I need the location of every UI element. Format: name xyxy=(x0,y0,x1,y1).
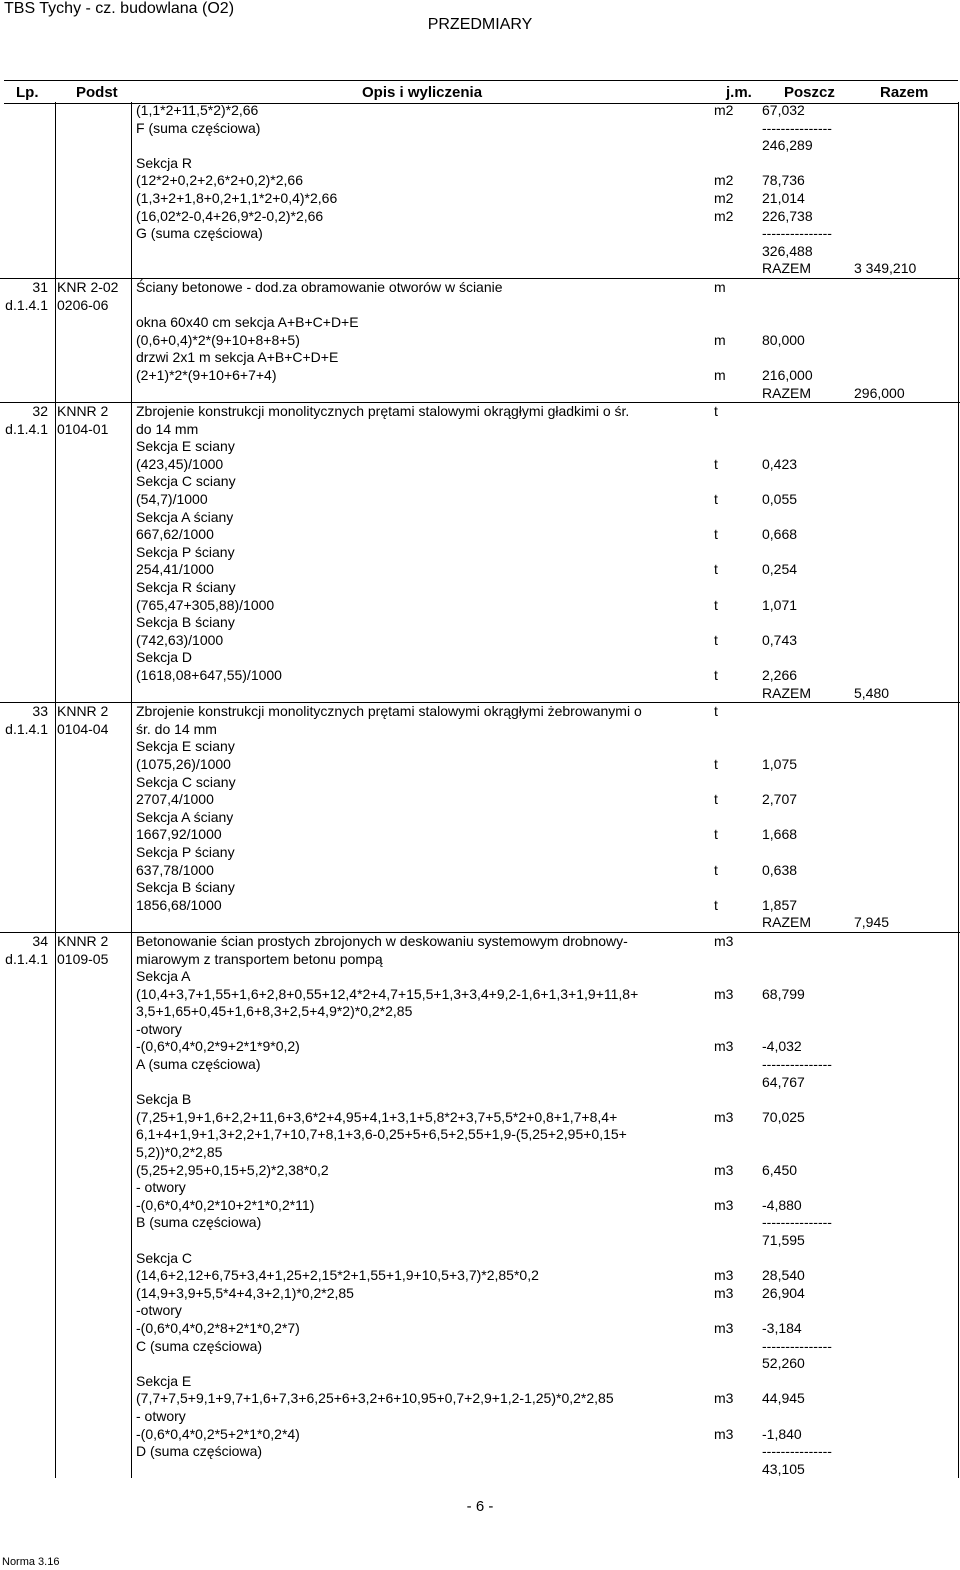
cell-podst: 0104-04 xyxy=(57,720,109,737)
cell-poszcz: -3,184 xyxy=(762,1319,802,1336)
table-row xyxy=(0,349,960,367)
cell-poszcz: 0,638 xyxy=(762,861,798,878)
cell-podst: KNR 2-02 xyxy=(57,278,119,295)
cell-opis: -(0,6*0,4*0,2*8+2*1*0,2*7) xyxy=(136,1319,300,1336)
cell-jm: t xyxy=(714,491,718,508)
column-header-row xyxy=(4,80,958,104)
cell-opis: 6,1+4+1,9+1,3+2,2+1,7+10,7+8,1+3,6-0,25+5+6,5+2,55+1,9-(5,25+2,95+0,15+ xyxy=(136,1126,627,1143)
cell-opis: (765,47+305,88)/1000 xyxy=(136,596,275,613)
cell-poszcz: --------------- xyxy=(762,1443,832,1460)
table-row xyxy=(0,914,960,933)
cell-razem: 5,480 xyxy=(854,684,890,701)
table-row xyxy=(0,438,960,456)
cell-jm: m2 xyxy=(714,172,734,189)
table-row xyxy=(0,933,960,951)
table-row xyxy=(0,597,960,615)
table-row xyxy=(0,685,960,704)
table-row xyxy=(0,667,960,685)
cell-opis: (1,1*2+11,5*2)*2,66 xyxy=(136,102,259,118)
cell-jm: t xyxy=(714,755,718,772)
table-row xyxy=(0,120,960,138)
cell-jm: m3 xyxy=(714,932,734,949)
table-row xyxy=(0,544,960,562)
cell-poszcz: 1,075 xyxy=(762,755,798,772)
col-poszcz-header: Poszcz xyxy=(784,84,835,101)
cell-poszcz: 80,000 xyxy=(762,331,805,348)
cell-opis: B (suma częściowa) xyxy=(136,1214,262,1231)
cell-poszcz: 78,736 xyxy=(762,172,805,189)
table-row xyxy=(0,225,960,243)
cell-poszcz: 0,254 xyxy=(762,561,798,578)
cell-opis: (14,6+2,12+6,75+3,4+1,25+2,15*2+1,55+1,9+10,5+3,7)*2,85*0,2 xyxy=(136,1267,539,1284)
cell-opis: 667,62/1000 xyxy=(136,526,214,543)
table-row xyxy=(0,367,960,385)
cell-jm: t xyxy=(714,561,718,578)
table-row xyxy=(0,721,960,739)
cell-opis: (7,7+7,5+9,1+9,7+1,6+7,3+6,25+6+3,2+6+10,95+0,7+2,9+1,2-1,25)*0,2*2,85 xyxy=(136,1390,614,1407)
table-row xyxy=(0,632,960,650)
table-row xyxy=(0,791,960,809)
cell-podst: KNNR 2 xyxy=(57,403,109,420)
table-row xyxy=(0,738,960,756)
table-row xyxy=(0,208,960,226)
cell-poszcz: 26,904 xyxy=(762,1284,805,1301)
cell-podst: 0206-06 xyxy=(57,296,109,313)
table-row xyxy=(0,1074,960,1092)
cell-opis: Sekcja C sciany xyxy=(136,473,236,490)
cell-poszcz: 226,738 xyxy=(762,207,813,224)
cell-poszcz: 21,014 xyxy=(762,189,805,206)
cell-poszcz: -4,880 xyxy=(762,1196,802,1213)
cell-poszcz: 1,857 xyxy=(762,896,798,913)
cell-opis: 3,5+1,65+0,45+1,6+8,3+2,5+4,9*2)*0,2*2,85 xyxy=(136,1003,413,1020)
cell-poszcz: 2,266 xyxy=(762,667,798,683)
cell-opis: Betonowanie ścian prostych zbrojonych w deskowaniu systemowym drobnowy- xyxy=(136,932,628,949)
col-opis-header: Opis i wyliczenia xyxy=(362,84,483,101)
cell-jm: m2 xyxy=(714,189,734,206)
cell-opis: Zbrojenie konstrukcji monolitycznych prętami stalowymi okrągłymi gładkimi o śr. xyxy=(136,403,630,420)
cell-poszcz: 43,105 xyxy=(762,1460,805,1477)
cell-poszcz: -1,840 xyxy=(762,1425,802,1442)
table-row xyxy=(0,1373,960,1391)
table-row xyxy=(0,1021,960,1039)
cell-opis: Zbrojenie konstrukcji monolitycznych prętami stalowymi okrągłymi żebrowanymi o xyxy=(136,703,642,720)
cell-opis: Sekcja E sciany xyxy=(136,738,235,755)
cell-opis: (16,02*2-0,4+26,9*2-0,2)*2,66 xyxy=(136,207,324,224)
cell-opis: 1856,68/1000 xyxy=(136,896,222,913)
cell-jm: t xyxy=(714,896,718,913)
cell-poszcz: 1,071 xyxy=(762,596,798,613)
cell-opis: (0,6+0,4)*2*(9+10+8+8+5) xyxy=(136,331,300,348)
cell-opis: (1618,08+647,55)/1000 xyxy=(136,667,282,683)
cell-opis: - otwory xyxy=(136,1407,186,1424)
cell-opis: Sekcja E sciany xyxy=(136,438,235,455)
cell-opis: (742,63)/1000 xyxy=(136,631,224,648)
cell-jm: t xyxy=(714,526,718,543)
cell-poszcz: RAZEM xyxy=(762,914,811,931)
table-row xyxy=(0,1232,960,1250)
cell-opis: do 14 mm xyxy=(136,420,199,437)
table-row xyxy=(0,897,960,915)
cell-opis: Sekcja R xyxy=(136,154,193,171)
table-row xyxy=(0,561,960,579)
table-row xyxy=(0,862,960,880)
cell-razem: 7,945 xyxy=(854,914,890,931)
cell-podst: 0104-01 xyxy=(57,420,109,437)
table-row xyxy=(0,703,960,721)
cell-poszcz: 246,289 xyxy=(762,137,813,154)
cell-jm: t xyxy=(714,861,718,878)
cell-opis: Sekcja E xyxy=(136,1372,192,1389)
table-row xyxy=(0,279,960,297)
cell-jm: t xyxy=(714,631,718,648)
cell-opis: (5,25+2,95+0,15+5,2)*2,38*0,2 xyxy=(136,1161,329,1178)
cell-opis: (12*2+0,2+2,6*2+0,2)*2,66 xyxy=(136,172,303,189)
cell-razem: 3 349,210 xyxy=(854,260,917,277)
table-row xyxy=(0,297,960,315)
cell-poszcz: RAZEM xyxy=(762,684,811,701)
table-row xyxy=(0,1038,960,1056)
cell-opis: - otwory xyxy=(136,1179,186,1196)
table-row xyxy=(0,826,960,844)
cell-opis: okna 60x40 cm sekcja A+B+C+D+E xyxy=(136,314,359,331)
table-row xyxy=(0,1443,960,1461)
table-row xyxy=(0,1144,960,1162)
cell-opis: -(0,6*0,4*0,2*10+2*1*0,2*11) xyxy=(136,1196,315,1213)
table-row xyxy=(0,1250,960,1268)
cell-poszcz: RAZEM xyxy=(762,260,811,277)
table-row xyxy=(0,774,960,792)
cell-opis: Sekcja C xyxy=(136,1249,193,1266)
cell-opis: Sekcja A ściany xyxy=(136,508,234,525)
table-row xyxy=(0,260,960,279)
table-row xyxy=(0,1179,960,1197)
cell-opis: Sekcja A xyxy=(136,968,191,985)
table-row xyxy=(0,1390,960,1408)
cell-opis: A (suma częściowa) xyxy=(136,1056,261,1073)
software-version: Norma 3.16 xyxy=(2,1556,60,1568)
cell-jm: m xyxy=(714,366,726,383)
cell-poszcz: 28,540 xyxy=(762,1267,805,1284)
table-row xyxy=(0,1003,960,1021)
table-row xyxy=(0,473,960,491)
cell-opis: Sekcja A ściany xyxy=(136,808,234,825)
cell-lp: 32 xyxy=(32,403,48,420)
cell-jm: m3 xyxy=(714,1390,734,1407)
cell-poszcz: 64,767 xyxy=(762,1073,805,1090)
cell-jm: m xyxy=(714,278,726,295)
table-row xyxy=(0,1056,960,1074)
table-row xyxy=(0,509,960,527)
col-podst-header: Podst xyxy=(76,84,118,101)
table-row xyxy=(0,1461,960,1479)
page-number: - 6 - xyxy=(466,1498,494,1515)
cell-opis: (10,4+3,7+1,55+1,6+2,8+0,55+12,4*2+4,7+15,5+1,3+3,4+9,2-1,6+1,3+1,9+11,8+ xyxy=(136,985,639,1002)
cell-poszcz: 71,595 xyxy=(762,1232,805,1248)
cell-opis: Sekcja P ściany xyxy=(136,843,235,860)
cell-opis: C (suma częściowa) xyxy=(136,1337,263,1354)
cell-lp: d.1.4.1 xyxy=(5,950,48,967)
table-row xyxy=(0,809,960,827)
cell-poszcz: 2,707 xyxy=(762,791,798,808)
cell-jm: m3 xyxy=(714,1161,734,1178)
cell-poszcz: 0,743 xyxy=(762,631,798,648)
section-title: PRZEDMIARY xyxy=(427,16,533,33)
table-row xyxy=(0,968,960,986)
cell-poszcz: 70,025 xyxy=(762,1108,805,1125)
col-razem-header: Razem xyxy=(880,84,929,101)
cell-lp: 33 xyxy=(32,703,48,720)
table-row xyxy=(0,1285,960,1303)
table-row xyxy=(0,155,960,173)
cell-jm: m3 xyxy=(714,1425,734,1442)
table-row xyxy=(0,137,960,155)
cell-podst: KNNR 2 xyxy=(57,932,109,949)
cell-jm: t xyxy=(714,703,718,720)
cell-jm: t xyxy=(714,455,718,472)
cell-opis: D (suma częściowa) xyxy=(136,1443,263,1460)
cell-opis: G (suma częściowa) xyxy=(136,225,263,242)
cell-opis: śr. do 14 mm xyxy=(136,720,217,737)
cell-jm: t xyxy=(714,596,718,613)
cell-lp: d.1.4.1 xyxy=(5,420,48,437)
cell-poszcz: --------------- xyxy=(762,119,832,136)
cell-opis: drzwi 2x1 m sekcja A+B+C+D+E xyxy=(136,349,339,366)
cell-poszcz: 0,668 xyxy=(762,526,798,543)
cell-opis: Sekcja B ściany xyxy=(136,614,235,631)
cell-opis: Sekcja B xyxy=(136,1091,192,1108)
cell-poszcz: -4,032 xyxy=(762,1038,802,1055)
table-row xyxy=(0,1302,960,1320)
table-row xyxy=(0,986,960,1004)
cell-opis: -(0,6*0,4*0,2*5+2*1*0,2*4) xyxy=(136,1425,300,1442)
table-row xyxy=(0,456,960,474)
table-row xyxy=(0,526,960,544)
cell-poszcz: 6,450 xyxy=(762,1161,798,1178)
measurement-table xyxy=(0,102,960,1478)
cell-podst: KNNR 2 xyxy=(57,703,109,720)
table-row xyxy=(0,243,960,261)
table-row xyxy=(0,1126,960,1144)
cell-opis: miarowym z transportem betonu pompą xyxy=(136,950,383,967)
cell-poszcz: 44,945 xyxy=(762,1390,805,1407)
cell-opis: Sekcja B ściany xyxy=(136,879,235,896)
cell-poszcz: 216,000 xyxy=(762,366,813,383)
cell-opis: (2+1)*2*(9+10+6+7+4) xyxy=(136,366,277,383)
table-row xyxy=(0,649,960,667)
table-row xyxy=(0,385,960,404)
cell-jm: t xyxy=(714,403,718,420)
table-row xyxy=(0,614,960,632)
table-row xyxy=(0,403,960,421)
table-row xyxy=(0,879,960,897)
cell-poszcz: 0,423 xyxy=(762,455,798,472)
table-row xyxy=(0,1091,960,1109)
cell-jm: m3 xyxy=(714,1267,734,1284)
cell-jm: t xyxy=(714,791,718,808)
cell-jm: m3 xyxy=(714,985,734,1002)
cell-lp: d.1.4.1 xyxy=(5,296,48,313)
cell-jm: m3 xyxy=(714,1038,734,1055)
cell-opis: 2707,4/1000 xyxy=(136,791,214,808)
cell-jm: m3 xyxy=(714,1284,734,1301)
table-row xyxy=(0,1162,960,1180)
table-row xyxy=(0,332,960,350)
cell-opis: Sekcja P ściany xyxy=(136,543,235,560)
cell-poszcz: 0,055 xyxy=(762,491,798,508)
cell-opis: 1667,92/1000 xyxy=(136,826,222,843)
cell-jm: m3 xyxy=(714,1108,734,1125)
cell-poszcz: --------------- xyxy=(762,1214,832,1231)
cell-opis: Sekcja D xyxy=(136,649,193,666)
cell-poszcz: --------------- xyxy=(762,1056,832,1073)
col-lp-header: Lp. xyxy=(16,84,39,101)
cell-jm: m2 xyxy=(714,102,734,118)
table-row xyxy=(0,1214,960,1232)
cell-opis: (14,9+3,9+5,5*4+4,3+2,1)*0,2*2,85 xyxy=(136,1284,354,1301)
table-row xyxy=(0,579,960,597)
cell-poszcz: 67,032 xyxy=(762,102,805,118)
cell-poszcz: 326,488 xyxy=(762,242,813,259)
cell-jm: m xyxy=(714,331,726,348)
table-row xyxy=(0,1320,960,1338)
cell-opis: (1,3+2+1,8+0,2+1,1*2+0,4)*2,66 xyxy=(136,189,338,206)
cell-lp: 34 xyxy=(32,932,48,949)
table-row xyxy=(0,1109,960,1127)
table-row xyxy=(0,1267,960,1285)
cell-opis: 637,78/1000 xyxy=(136,861,214,878)
cell-lp: d.1.4.1 xyxy=(5,720,48,737)
cell-opis: -(0,6*0,4*0,2*9+2*1*9*0,2) xyxy=(136,1038,300,1055)
table-row xyxy=(0,1338,960,1356)
cell-opis: (54,7)/1000 xyxy=(136,491,208,508)
cell-poszcz: 68,799 xyxy=(762,985,805,1002)
table-row xyxy=(0,1355,960,1373)
cell-razem: 296,000 xyxy=(854,384,905,401)
table-row xyxy=(0,1426,960,1444)
cell-opis: (1075,26)/1000 xyxy=(136,755,231,772)
cell-jm: m2 xyxy=(714,207,734,224)
cell-opis: 254,41/1000 xyxy=(136,561,214,578)
cell-opis: (7,25+1,9+1,6+2,2+11,6+3,6*2+4,95+4,1+3,1+5,8*2+3,7+5,5*2+0,8+1,7+8,4+ xyxy=(136,1108,618,1125)
cell-jm: m3 xyxy=(714,1319,734,1336)
cell-opis: Ściany betonowe - dod.za obramowanie otworów w ścianie xyxy=(136,278,503,295)
table-row xyxy=(0,314,960,332)
table-row xyxy=(0,1408,960,1426)
cell-poszcz: 52,260 xyxy=(762,1355,805,1372)
cell-opis: Sekcja C sciany xyxy=(136,773,236,790)
table-row xyxy=(0,190,960,208)
cell-jm: t xyxy=(714,667,718,683)
cell-lp: 31 xyxy=(32,278,48,295)
cell-poszcz: RAZEM xyxy=(762,384,811,401)
cell-poszcz: 1,668 xyxy=(762,826,798,843)
cell-poszcz: --------------- xyxy=(762,225,832,242)
cell-opis: F (suma częściowa) xyxy=(136,119,261,136)
table-row xyxy=(0,172,960,190)
table-row xyxy=(0,1197,960,1215)
cell-opis: Sekcja R ściany xyxy=(136,579,236,596)
table-row xyxy=(0,951,960,969)
cell-jm: t xyxy=(714,826,718,843)
table-row xyxy=(0,102,960,120)
table-row xyxy=(0,491,960,509)
document-title: TBS Tychy - cz. budowlana (O2) xyxy=(4,0,235,17)
cell-opis: -otwory xyxy=(136,1020,182,1037)
cell-opis: -otwory xyxy=(136,1302,182,1319)
cell-opis: 5,2))*0,2*2,85 xyxy=(136,1144,223,1161)
cell-podst: 0109-05 xyxy=(57,950,109,967)
cell-jm: m3 xyxy=(714,1196,734,1213)
table-row xyxy=(0,844,960,862)
table-row xyxy=(0,421,960,439)
cell-poszcz: --------------- xyxy=(762,1337,832,1354)
table-row xyxy=(0,756,960,774)
col-jm-header: j.m. xyxy=(726,84,752,101)
cell-opis: (423,45)/1000 xyxy=(136,455,224,472)
